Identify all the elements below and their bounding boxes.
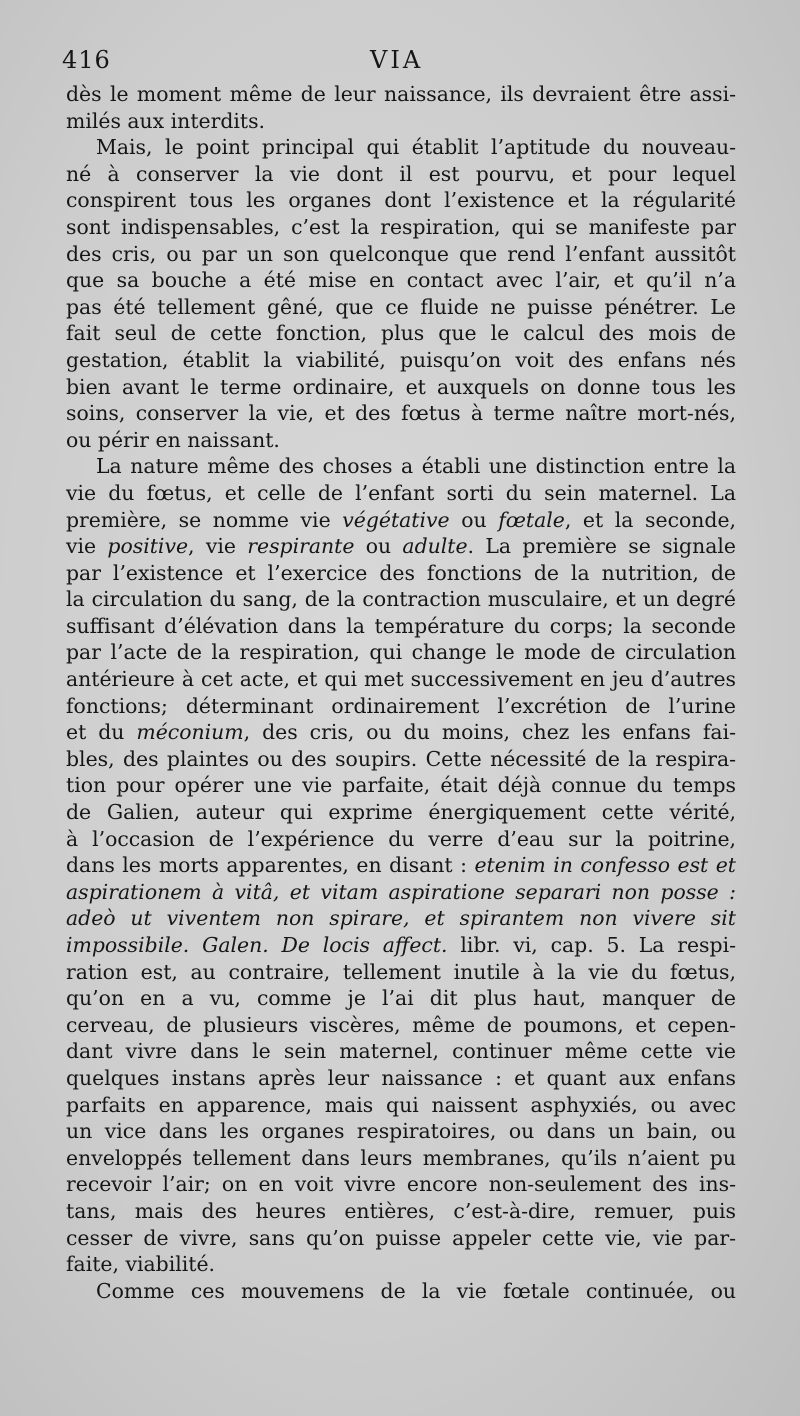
text-line [66,161,736,188]
text-line [66,666,736,693]
text-line [66,1065,736,1092]
text-segment: première, se nomme vie [66,507,343,532]
text-line [66,1278,736,1305]
text-line [66,719,736,746]
text-line [66,134,736,161]
text-line [66,959,736,986]
text-line [66,905,736,932]
text-segment: dant vivre dans le sein maternel, continuer même cette vie [66,1039,736,1064]
text-line [66,639,736,666]
text-segment: sont indispensables, c’est la respiration, qui se manifeste par [66,214,736,239]
page-number: 416 [62,46,111,74]
text-line [66,108,736,135]
text-segment: ou périr en naissant. [66,427,280,452]
text-segment: Comme ces mouvemens de la vie fœtale continuée, ou [96,1278,736,1303]
text-line [66,772,736,799]
text-segment: par l’existence et l’exercice des fonctions de la nutrition, de [66,560,736,585]
text-line [66,693,736,720]
text-line [66,320,736,347]
text-segment: cesser de vivre, sans qu’on puisse appeler cette vie, vie par- [66,1225,736,1250]
italic-text: végétative [342,507,450,532]
text-line [66,347,736,374]
text-segment: ou [449,507,499,532]
text-segment: tans, mais des heures entières, c’est-à-dire, remuer, puis [66,1198,736,1223]
text-segment: gestation, établit la viabilité, puisqu’on voit des enfans nés [66,347,736,372]
italic-text: adulte [402,534,468,559]
text-segment: faite, viabilité. [66,1252,216,1277]
text-segment: cerveau, de plusieurs viscères, même de poumons, et cepen- [66,1012,736,1037]
text-line [66,586,736,613]
text-segment: et du [66,720,137,745]
text-segment: ration est, au contraire, tellement inutile à la vie du fœtus, [66,959,736,984]
running-title: VIA [370,46,424,74]
text-line [66,1118,736,1145]
text-segment: qu’on en a vu, comme je l’ai dit plus haut, manquer de [66,986,736,1011]
text-segment: milés aux interdits. [66,108,266,133]
text-line [66,1171,736,1198]
text-segment: né à conserver la vie dont il est pourvu, et pour lequel [66,161,736,186]
body-text [66,81,736,1304]
text-segment: conspirent tous les organes dont l’existence et la régularité [66,188,736,213]
text-line [66,746,736,773]
text-segment: des cris, ou par un son quelconque que rend l’enfant aussitôt [66,241,736,266]
text-segment: pas été tellement gêné, que ce fluide ne puisse pénétrer. Le [66,294,736,319]
text-segment: un vice dans les organes respiratoires, ou dans un bain, ou [66,1119,736,1144]
text-segment: bles, des plaintes ou des soupirs. Cette nécessité de la respira- [66,746,736,771]
text-segment: à l’occasion de l’expérience du verre d’eau sur la poitrine, [66,826,736,851]
text-line [66,1038,736,1065]
text-segment: tion pour opérer une vie parfaite, était déjà connue du temps [66,773,736,798]
text-segment: ou [354,534,403,559]
text-line [66,294,736,321]
text-segment: . La première se signale [467,534,736,559]
text-segment: libr. vi, cap. 5. La respi- [447,933,736,957]
text-line [66,214,736,241]
text-segment: vie du fœtus, et celle de l’enfant sorti du sein maternel. La [66,480,736,505]
text-segment: de Galien, auteur qui exprime énergiquement cette vérité, [66,800,736,825]
text-line [66,932,736,959]
text-segment: vie [66,534,108,559]
text-segment: que sa bouche a été mise en contact avec l’air, et qu’il n’a [66,268,736,293]
text-line [66,613,736,640]
text-segment: quelques instans après leur naissance : et quant aux enfans [66,1065,736,1090]
italic-text: impossibile. Galen. De locis affect. [66,933,448,957]
text-line [66,799,736,826]
italic-text: méconium [136,720,244,745]
text-line [66,241,736,268]
text-segment: par l’acte de la respiration, qui change le mode de circulation [66,640,736,665]
text-segment: bien avant le terme ordinaire, et auxquels on donne tous les [66,374,736,399]
italic-text: etenim in confesso est et [474,853,736,878]
text-line [66,1225,736,1252]
text-line [66,507,736,534]
text-segment: antérieure à cet acte, et qui met successivement en jeu d’autres [66,667,736,692]
text-line [66,374,736,401]
italic-text: positive [107,534,189,559]
text-segment: enveloppés tellement dans leurs membranes, qu’ils n’aient pu [66,1145,736,1170]
text-segment: la circulation du sang, de la contraction musculaire, et un degré [66,587,736,612]
text-line [66,187,736,214]
text-segment: Mais, le point principal qui établit l’aptitude du nouveau- [96,135,736,160]
text-segment: , des cris, ou du moins, chez les enfans fai- [243,720,736,745]
italic-text: fœtale [498,507,565,532]
text-segment: fonctions; déterminant ordinairement l’excrétion de l’urine [66,693,736,718]
text-line [66,1251,736,1278]
text-line [66,985,736,1012]
text-line [66,826,736,853]
text-segment: dans les morts apparentes, en disant : [66,853,475,878]
italic-text: aspirationem à vitâ, et vitam aspiratione separari non posse : [66,879,736,904]
text-segment: parfaits en apparence, mais qui naissent asphyxiés, ou avec [66,1092,736,1117]
italic-text: adeò ut viventem non spirare, et spirantem non vivere sit [66,906,736,931]
text-line [66,1198,736,1225]
page-header [62,46,742,82]
text-segment: soins, conserver la vie, et des fœtus à terme naître mort-nés, [66,401,736,426]
text-segment: La nature même des choses a établi une distinction entre la [96,454,736,479]
text-line [66,852,736,879]
text-segment: , vie [188,534,248,559]
text-line [66,1012,736,1039]
text-line [66,400,736,427]
text-line [66,480,736,507]
text-segment: , et la seconde, [564,507,737,532]
text-segment: recevoir l’air; on en voit vivre encore non-seulement des ins- [66,1172,736,1197]
italic-text: respirante [247,534,355,559]
text-line [66,1145,736,1172]
text-line [66,427,736,454]
text-line [66,1092,736,1119]
text-line [66,267,736,294]
text-line [66,560,736,587]
text-line [66,453,736,480]
text-segment: suffisant d’élévation dans la température du corps; la seconde [66,613,736,638]
text-segment: dès le moment même de leur naissance, ils devraient être assi- [66,82,736,106]
text-line [66,879,736,906]
text-segment: fait seul de cette fonction, plus que le calcul des mois de [66,321,736,346]
text-line [66,81,736,108]
text-line [66,533,736,560]
